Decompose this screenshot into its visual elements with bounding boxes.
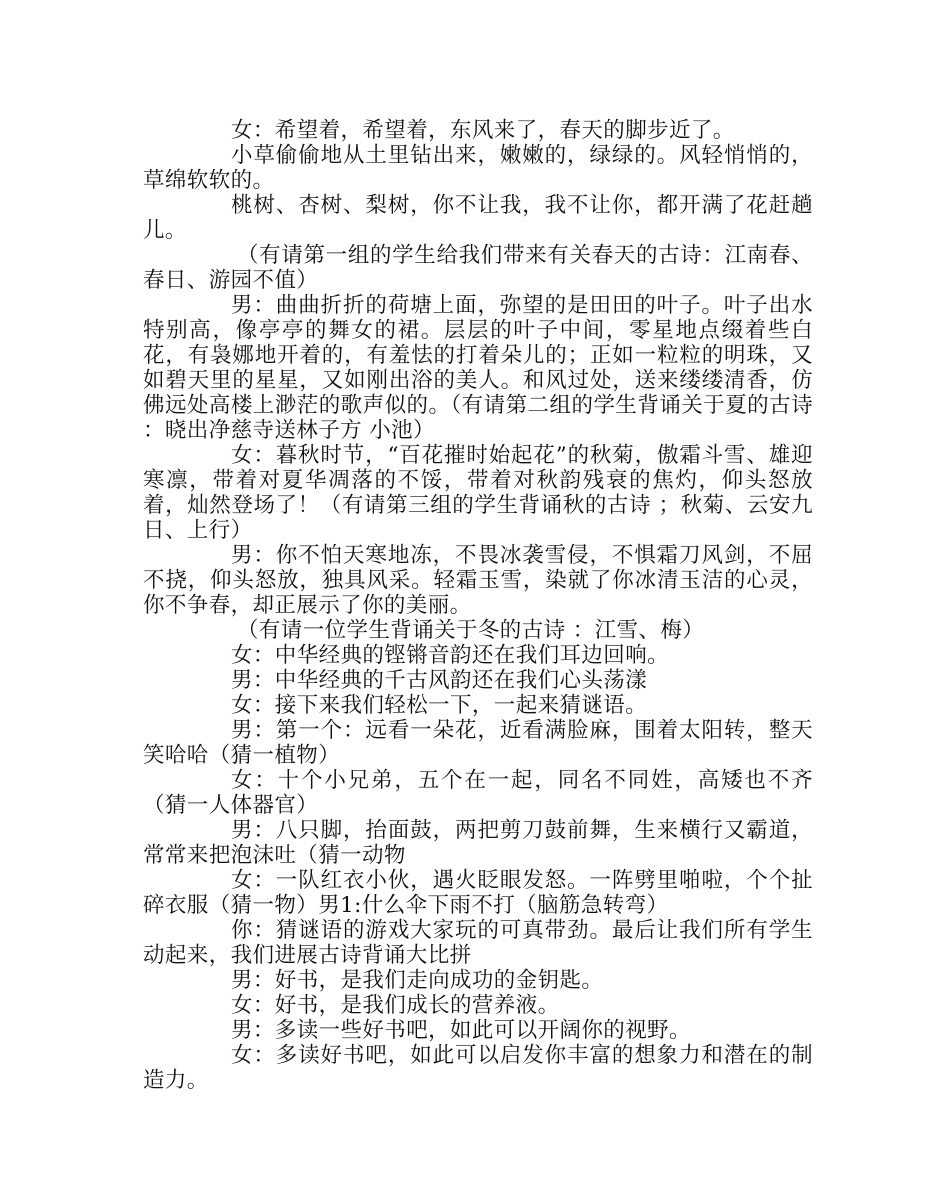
paragraph-7: 男：你不怕天寒地冻，不畏冰袭雪侵，不惧霜刀风剑，不屈不挠，仰头怒放，独具风采。轻霜玉雪，染就了你冰清玉洁的心灵，你不争春，却正展示了你的美丽。	[143, 543, 813, 618]
paragraph-2: 小草偷偷地从土里钻出来，嫩嫩的，绿绿的。风轻悄悄的，草绵软软的。	[143, 143, 813, 193]
paragraph-17: 男：好书，是我们走向成功的金钥匙。	[231, 968, 604, 993]
paragraph-5: 男：曲曲折折的荷塘上面，弥望的是田田的叶子。叶子出水特别高，像亭亭的舞女的裙。层层的叶子中间，零星地点缀着些白花，有袅娜地开着的，有羞怯的打着朵儿的；正如一粒粒的明珠，又如碧天里的星星，又如刚出浴的美人。和风过处，送来缕缕清香，仿佛远处高楼上渺茫的歌声似的。（有请第二组的学生背诵关于夏的古诗 ：晓出净慈寺送林子方 小池）	[143, 293, 813, 443]
paragraph-16: 你：猜谜语的游戏大家玩的可真带劲。最后让我们所有学生动起来，我们进展古诗背诵大比拼	[143, 918, 813, 968]
paragraph-4: （有请第一组的学生给我们带来有关春天的古诗：江南春、春日、游园不值）	[143, 243, 813, 293]
paragraph-12: 男：第一个：远看一朵花，近看满脸麻，围着太阳转，整天笑哈哈（猜一植物）	[143, 718, 813, 768]
document-body	[143, 118, 813, 1093]
paragraph-1: 女：希望着，希望着，东风来了，春天的脚步近了。	[231, 118, 735, 143]
paragraph-3: 桃树、杏树、梨树，你不让我，我不让你，都开满了花赶趟儿。	[143, 193, 813, 243]
paragraph-14: 男：八只脚，抬面鼓，两把剪刀鼓前舞，生来横行又霸道，常常来把泡沫吐（猜一动物	[143, 818, 813, 868]
paragraph-11: 女：接下来我们轻松一下，一起来猜谜语。	[231, 693, 648, 718]
paragraph-8: （有请一位学生背诵关于冬的古诗 ：江雪、梅）	[237, 618, 705, 643]
paragraph-15: 女：一队红衣小伙，遇火眨眼发怒。一阵劈里啪啦，个个扯碎衣服（猜一物）男1:什么伞下雨不打（脑筋急转弯）	[143, 868, 813, 918]
paragraph-10: 男：中华经典的千古风韵还在我们心头荡漾	[231, 668, 648, 693]
paragraph-9: 女：中华经典的铿锵音韵还在我们耳边回响。	[231, 643, 670, 668]
paragraph-20: 女：多读好书吧，如此可以启发你丰富的想象力和潜在的制造力。	[143, 1043, 813, 1093]
paragraph-18: 女：好书，是我们成长的营养液。	[231, 993, 560, 1018]
paragraph-6: 女：暮秋时节，“百花摧时始起花”的秋菊，傲霜斗雪、雄迎寒凛，带着对夏华凋落的不馁，带着对秋韵残衰的焦灼，仰头怒放着，灿然登场了！（有请第三组的学生背诵秋的古诗 ；秋菊、云安九日、上行）	[143, 443, 813, 543]
paragraph-19: 男：多读一些好书吧，如此可以开阔你的视野。	[231, 1018, 691, 1043]
paragraph-13: 女：十个小兄弟，五个在一起，同名不同姓，高矮也不齐（猜一人体器官）	[143, 768, 813, 818]
